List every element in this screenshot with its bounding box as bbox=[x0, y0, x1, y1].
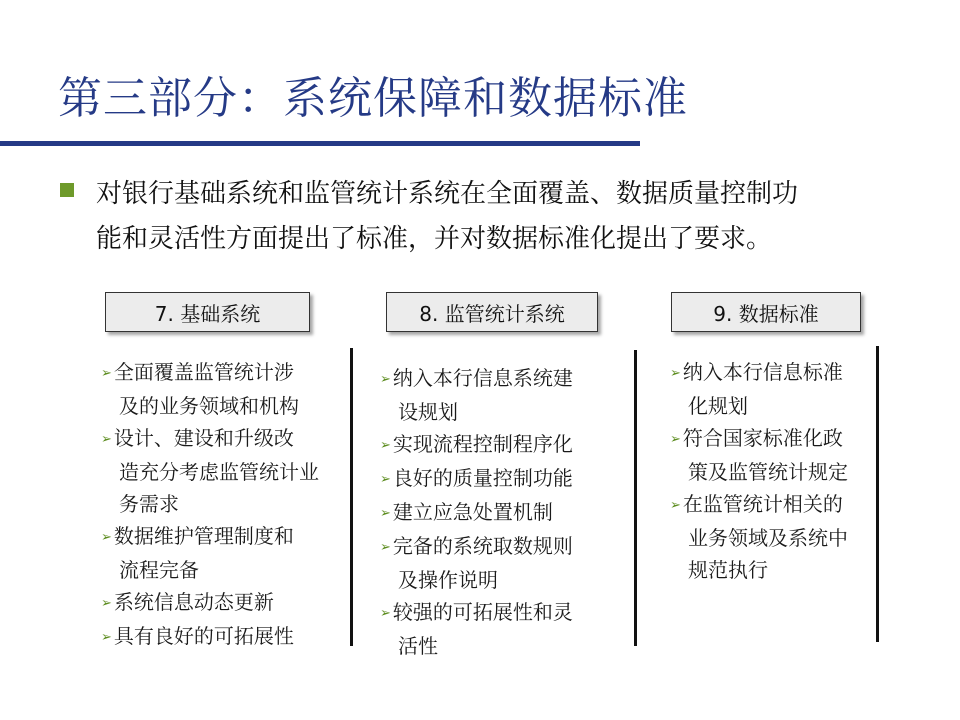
list-item-text: 造充分考虑监管统计业 bbox=[119, 460, 319, 484]
list-item-text: 良好的质量控制功能 bbox=[392, 466, 573, 490]
arrow-bullet-icon: ➢ bbox=[380, 372, 391, 387]
list-item-text: 流程完备 bbox=[119, 558, 199, 582]
list-item-text: 设规划 bbox=[398, 400, 458, 424]
list-item bbox=[101, 586, 326, 620]
list-item-text: 规范执行 bbox=[688, 558, 768, 582]
list-item bbox=[670, 488, 870, 586]
intro-line-2: 能和灵活性方面提出了标准，并对数据标准化提出了要求。 bbox=[96, 224, 773, 254]
list-item-text: 建立应急处置机制 bbox=[392, 500, 553, 524]
intro-line-1: 对银行基础系统和监管统计系统在全面覆盖、数据质量控制功 bbox=[96, 179, 799, 209]
arrow-bullet-icon: ➢ bbox=[380, 606, 391, 621]
arrow-bullet-icon: ➢ bbox=[670, 498, 681, 513]
arrow-bullet-icon: ➢ bbox=[380, 438, 391, 453]
list-item-text: 纳入本行信息系统建 bbox=[392, 366, 573, 390]
list-item-text: 设计、建设和升级改 bbox=[113, 426, 294, 450]
column-divider bbox=[634, 350, 637, 646]
list-item bbox=[670, 422, 870, 488]
list-item bbox=[380, 362, 610, 428]
list-item bbox=[101, 422, 326, 520]
list-item bbox=[670, 356, 870, 422]
column-regulatory-system-list bbox=[380, 362, 610, 662]
arrow-bullet-icon: ➢ bbox=[380, 472, 391, 487]
list-item-text: 实现流程控制程序化 bbox=[392, 432, 573, 456]
column-data-standard-list bbox=[670, 356, 870, 586]
title-underline bbox=[0, 141, 640, 146]
column-divider bbox=[350, 348, 353, 646]
arrow-bullet-icon: ➢ bbox=[380, 540, 391, 555]
list-item bbox=[101, 520, 326, 586]
list-item-text: 化规划 bbox=[688, 394, 748, 418]
list-item-text: 及的业务领域和机构 bbox=[119, 394, 299, 418]
list-item-text: 完备的系统取数规则 bbox=[392, 534, 573, 558]
intro-text bbox=[96, 172, 926, 262]
list-item-text: 符合国家标准化政 bbox=[682, 426, 843, 450]
arrow-bullet-icon: ➢ bbox=[670, 366, 681, 381]
list-item bbox=[380, 596, 610, 662]
list-item-text: 及操作说明 bbox=[398, 568, 498, 592]
list-item-text: 务需求 bbox=[119, 492, 179, 516]
list-item-text: 全面覆盖监管统计涉 bbox=[113, 360, 294, 384]
arrow-bullet-icon: ➢ bbox=[101, 630, 112, 645]
column-header-basic-system: 7. 基础系统 bbox=[105, 292, 310, 332]
column-header-regulatory-system: 8. 监管统计系统 bbox=[386, 292, 598, 332]
list-item-text: 策及监管统计规定 bbox=[688, 460, 848, 484]
list-item-text: 在监管统计相关的 bbox=[682, 492, 843, 516]
list-item-text: 业务领域及系统中 bbox=[688, 526, 848, 550]
slide-title: 第三部分：系统保障和数据标准 bbox=[58, 73, 688, 124]
arrow-bullet-icon: ➢ bbox=[101, 596, 112, 611]
arrow-bullet-icon: ➢ bbox=[101, 530, 112, 545]
list-item-text: 系统信息动态更新 bbox=[113, 590, 274, 614]
list-item bbox=[380, 462, 610, 496]
list-item-text: 纳入本行信息标准 bbox=[682, 360, 843, 384]
column-basic-system-list bbox=[101, 356, 326, 654]
list-item bbox=[101, 356, 326, 422]
list-item-text: 具有良好的可拓展性 bbox=[113, 624, 294, 648]
square-bullet-icon bbox=[60, 183, 74, 197]
arrow-bullet-icon: ➢ bbox=[380, 506, 391, 521]
list-item-text: 较强的可拓展性和灵 bbox=[392, 600, 573, 624]
list-item bbox=[380, 530, 610, 596]
list-item bbox=[380, 428, 610, 462]
list-item bbox=[101, 620, 326, 654]
arrow-bullet-icon: ➢ bbox=[101, 432, 112, 447]
column-header-data-standard: 9. 数据标准 bbox=[671, 292, 861, 332]
arrow-bullet-icon: ➢ bbox=[101, 366, 112, 381]
list-item-text: 活性 bbox=[398, 634, 438, 658]
arrow-bullet-icon: ➢ bbox=[670, 432, 681, 447]
column-divider bbox=[876, 346, 879, 642]
list-item-text: 数据维护管理制度和 bbox=[113, 524, 294, 548]
list-item bbox=[380, 496, 610, 530]
